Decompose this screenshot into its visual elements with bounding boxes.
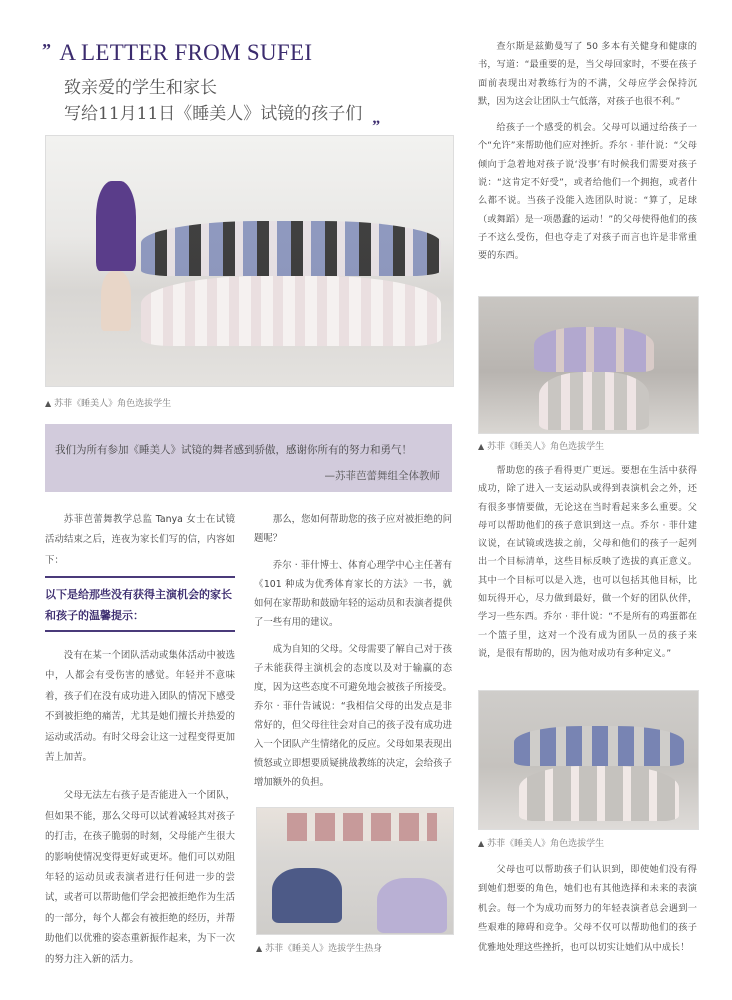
main-photo-caption: [45, 396, 171, 409]
quote-text: 我们为所有参加《睡美人》试镜的舞者感到骄傲，感谢你所有的努力和勇气！: [55, 444, 412, 456]
left-column-body: [45, 646, 235, 970]
close-quote-mark: „: [372, 110, 381, 127]
divider-bottom: [45, 630, 235, 632]
triangle-marker-icon: ▲: [478, 442, 485, 451]
caption-text: 苏菲《睡美人》选拔学生热身: [265, 944, 383, 954]
paragraph: 父母也可以帮助孩子们认识到，即使她们没有得到她们想要的角色，她们也有其他选择和未来的表演机会。每一个为成功而努力的年轻表演者总会遇到一些艰难的障碍和竞争。父母不仅可以帮助他们的孩子优雅地处理这些挫折，也可以切实让她们从中成长！: [478, 864, 697, 953]
paragraph: 给孩子一个感受的机会。父母可以通过给孩子一个“允许”来帮助他们应对挫折。乔尔 · 菲什说：“父母倾向于急着地对孩子说‘没事’有时候我们需要对孩子说：“这肯定不好受”，或者给他们一个拥抱，或者什么都不说。当孩子没能入选团队时说：“算了，足球（或舞蹈）是一项愚蠢的运动！”的父母使得他们的孩子不这么受伤，但也夺走了对孩子而言也许是非常重要的东西。: [478, 122, 697, 262]
caption-text: 苏菲《睡美人》角色选拔学生: [487, 839, 605, 849]
caption-text: 苏菲《睡美人》角色选拔学生: [487, 442, 605, 452]
subtitle-line-1: 致亲爱的学生和家长: [64, 78, 217, 98]
right-column-bottom: [478, 860, 697, 957]
intro-paragraph: 苏菲芭蕾舞教学总监 Tanya 女士在试镜活动结束之后，连夜为家长们写的信，内容如下：: [45, 514, 235, 566]
paragraph: 那么，您如何帮助您的孩子应对被拒绝的问题呢？: [254, 514, 452, 544]
triangle-marker-icon: ▲: [45, 399, 52, 408]
middle-photo-warmup: [256, 807, 454, 935]
caption-text: 苏菲《睡美人》角色选拔学生: [54, 399, 172, 409]
middle-photo-caption: [256, 941, 382, 954]
article-title: [42, 40, 312, 66]
right-column-top: [478, 38, 697, 266]
paragraph: 帮助您的孩子看得更广更远。要想在生活中获得成功，除了进入一支运动队或得到表演机会之外，还有很多事情要做，无论这在当时看起来多么重要。父母可以帮助他们的孩子意识到这一点。乔尔 · 菲什建议说，在试镜或选拔之前，父母和他们的孩子一起列出一个目标清单，这些目标反映了选拔的真正意义。其中一个目标可以是入选，也可以包括其他目标，比如玩得开心，尽力做到最好，做一个好的团队伙伴，学习一些东西。乔尔 · 菲什说：“不是所有的鸡蛋都在一个篮子里，这对一个没有成为团队一员的孩子来说，是很有帮助的，因为他对成功有多种定义。”: [478, 465, 697, 659]
quote-signature: —苏菲芭蕾舞组全体教师: [324, 470, 440, 482]
main-photo-dancers-audition: [45, 135, 454, 387]
right-photo-2-dancers: [478, 690, 699, 830]
middle-column-body: [254, 510, 452, 792]
title-text: A LETTER FROM SUFEI: [59, 40, 313, 65]
right-photo-1-dancers: [478, 296, 699, 434]
right-photo-2-caption: [478, 836, 604, 849]
paragraph: 没有在某一个团队活动或集体活动中被选中，人都会有受伤害的感觉。年轻并不意味着，孩子们在没有成功进入团队的情况下感受不到被拒绝的痛苦，尤其是她们擅长并热爱的运动或活动。有时父母会让这一过程变得更加苦上加苦。: [45, 650, 235, 764]
tip-heading: 以下是给那些没有获得主演机会的家长和孩子的温馨提示：: [45, 588, 232, 622]
quote-box: [45, 424, 452, 492]
right-photo-1-caption: [478, 439, 604, 452]
subtitle-line-2-text: 写给11月11日《睡美人》试镜的孩子们: [64, 104, 363, 124]
divider-top: [45, 576, 235, 578]
left-column-intro: [45, 510, 235, 571]
triangle-marker-icon: ▲: [256, 944, 263, 953]
right-column-middle: [478, 462, 697, 663]
open-quote-mark: ”: [42, 40, 52, 60]
paragraph: 成为自知的父母。父母需要了解自己对于孩子未能获得主演机会的态度以及对于输赢的态度，因为这些态度不可避免地会被孩子所接受。乔尔 · 菲什告诫说：“我相信父母的出发点是非常好的，但父母往往会对自己的孩子没有成功进入一个团队产生情绪化的反应。父母如果表现出愤怒或立即想要质疑挑战教练的决定，会给孩子增加额外的负担。: [254, 644, 452, 788]
paragraph: 父母无法左右孩子是否能进入一个团队，但如果不能，那么父母可以试着减轻其对孩子的打击，在孩子脆弱的时刻，父母能产生很大的影响使情况变得更好或更坏。他们可以劝阻年轻的运动员或表演者进行任何进一步的尝试，或者可以帮助他们学会把被拒绝作为生活的一部分，每个人都会有被拒绝的经历，并帮助他们以优雅的姿态重新振作起来，为下一次的努力注入新的活力。: [45, 790, 235, 965]
subtitle-line-2: [64, 99, 381, 127]
paragraph: 乔尔 · 菲什博士、体育心理学中心主任著有《101 种成为优秀体育家长的方法》一书，就如何在家帮助和鼓励年轻的运动员和表演者提供了一些有用的建议。: [254, 560, 452, 628]
triangle-marker-icon: ▲: [478, 839, 485, 848]
paragraph: 查尔斯是兹勤曼写了 50 多本有关健身和健康的书，写道：“最重要的是，当父母回家时，不要在孩子面前表现出对教练行为的不满，父母应学会保持沉默，因为这会让团队士气低落，对孩子也很不利。”: [478, 41, 697, 107]
